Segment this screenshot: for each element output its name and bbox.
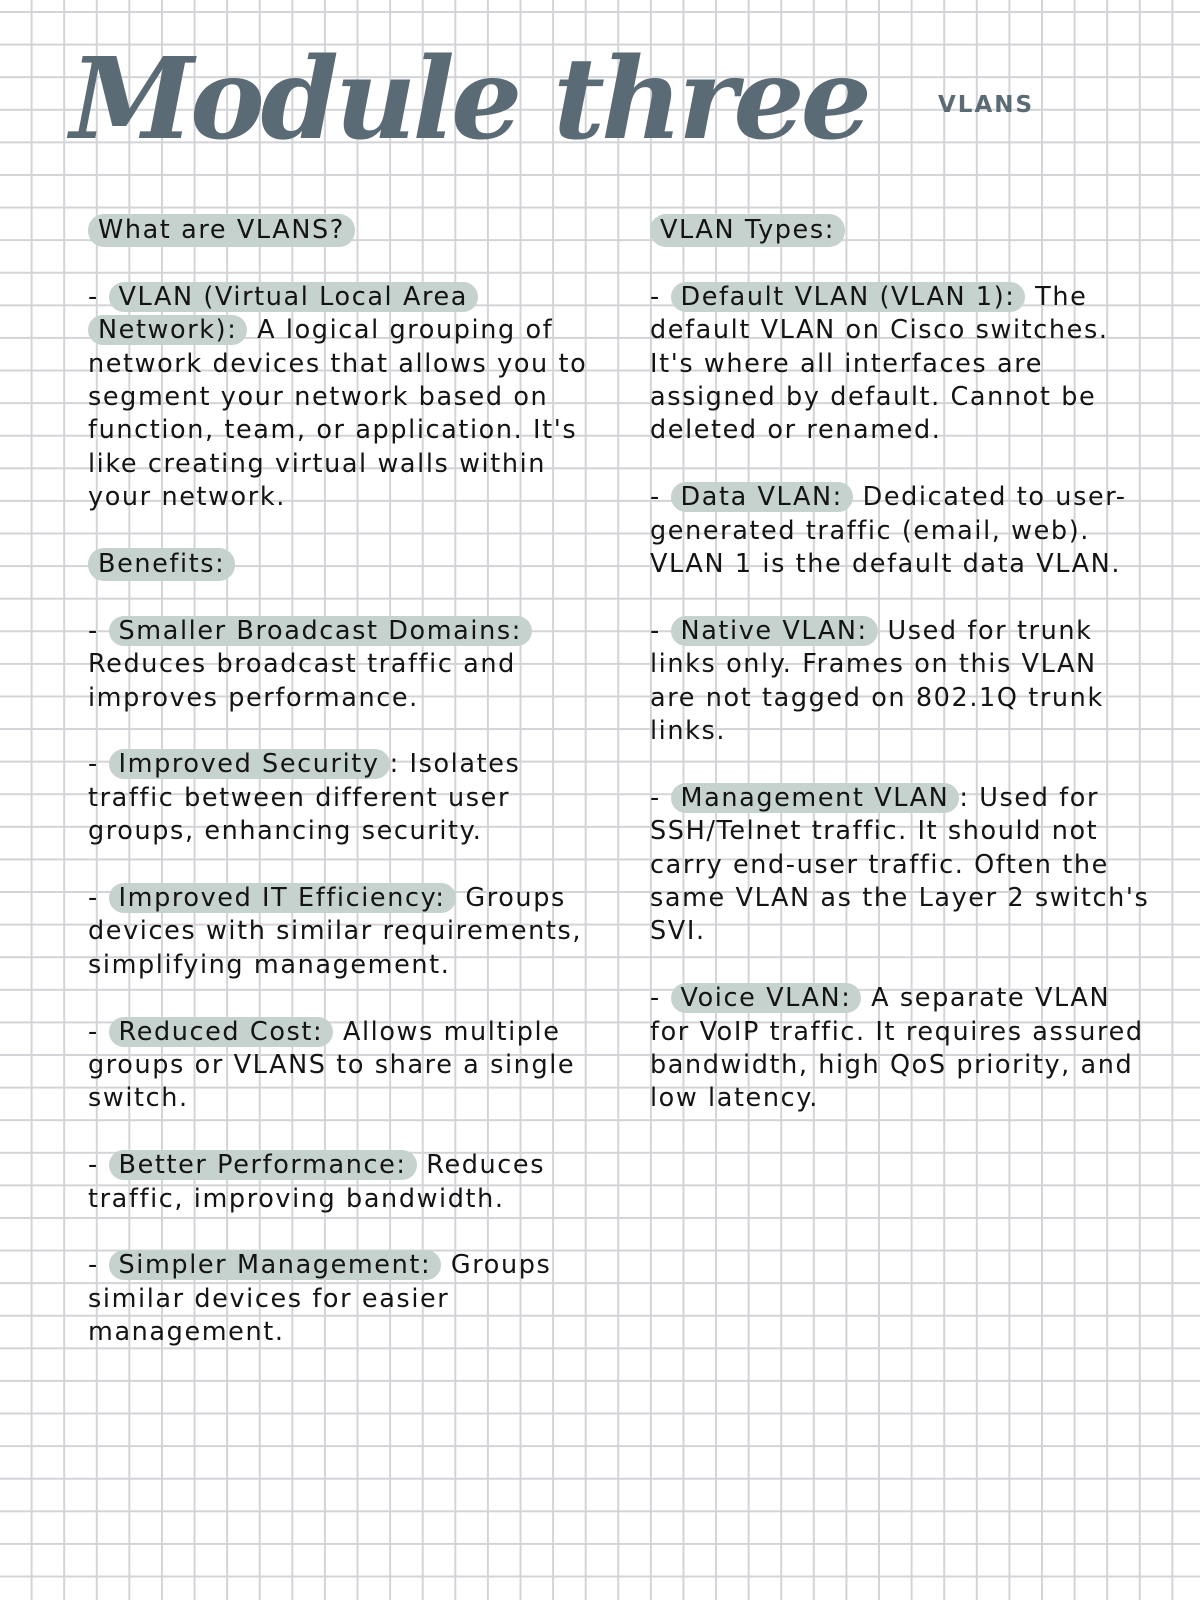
right-column	[650, 214, 1150, 1149]
benefit-item: - Smaller Broadcast Domains: Reduces broadcast traffic and improves performance.	[88, 615, 588, 715]
what-are-vlans-heading: What are VLANS?	[88, 214, 355, 247]
vlan-type-description: A separate VLAN for VoIP traffic. It requires assured bandwidth, high QoS priority, and low latency.	[650, 983, 1144, 1114]
types-heading-block	[650, 214, 1150, 247]
benefit-description: Allows multiple groups or VLANS to share a single switch.	[88, 1016, 576, 1114]
vlan-type-item: - Default VLAN (VLAN 1): The default VLAN on Cisco switches. It's where all interfaces are assigned by default. Cannot be deleted or renamed.	[650, 281, 1109, 446]
left-column	[88, 214, 588, 1383]
vlan-type-item: - Management VLAN : Used for SSH/Telnet traffic. It should not carry end-user traffic. Often the same VLAN as the Layer 2 switch's SVI.	[650, 782, 1150, 947]
vlan-type-description: The default VLAN on Cisco switches. It's where all interfaces are assigned by default. Cannot be deleted or renamed.	[650, 281, 1109, 446]
vlan-type-item: - Data VLAN: Dedicated to user-generated traffic (email, web). VLAN 1 is the default data VLAN.	[650, 482, 1127, 580]
benefit-term: Simpler Management:	[109, 1250, 442, 1280]
vlan-type-description: Dedicated to user-generated traffic (email, web). VLAN 1 is the default data VLAN.	[650, 482, 1127, 580]
benefit-item: - Improved Security : Isolates traffic between different user groups, enhancing security.	[88, 749, 521, 847]
what-heading-block	[88, 214, 588, 247]
benefit-item: - Better Performance: Reduces traffic, improving bandwidth.	[88, 1150, 546, 1214]
vlan-definition: - VLAN (Virtual Local Area Network): A logical grouping of network devices that allows you to segment your network based on function, team, or application. It's like creating virtual walls within your network.	[88, 281, 588, 513]
vlan-type-item: - Voice VLAN: A separate VLAN for VoIP traffic. It requires assured bandwidth, high QoS priority, and low latency.	[650, 983, 1144, 1114]
benefit-description: Reduces broadcast traffic and improves performance.	[88, 649, 516, 713]
vlan-type-item: - Native VLAN: Used for trunk links only. Frames on this VLAN are not tagged on 802.1Q trunk links.	[650, 615, 1104, 747]
vlan-type-description: : Used for SSH/Telnet traffic. It should not carry end-user traffic. Often the same VLAN as the Layer 2 switch's SVI.	[650, 782, 1150, 947]
benefit-term: Improved Security	[109, 749, 390, 779]
benefits-heading: Benefits:	[88, 548, 235, 581]
benefit-term: Improved IT Efficiency:	[109, 883, 456, 913]
vlan-type-term: Management VLAN	[671, 783, 960, 813]
benefit-term: Reduced Cost:	[109, 1017, 334, 1047]
vlan-types-heading: VLAN Types:	[650, 214, 845, 247]
benefit-description: Groups similar devices for easier management.	[88, 1250, 552, 1348]
benefit-item: - Improved IT Efficiency: Groups devices with similar requirements, simplifying management.	[88, 883, 583, 980]
vlan-type-term: Native VLAN:	[671, 616, 878, 646]
benefit-term: Smaller Broadcast Domains:	[109, 616, 532, 646]
benefit-term: Better Performance:	[109, 1150, 417, 1180]
benefit-description: Groups devices with similar requirements, simplifying management.	[88, 883, 583, 980]
vlan-description: A logical grouping of network devices that allows you to segment your network based on function, team, or application. It's like creating virtual walls within your network.	[88, 315, 588, 513]
vlan-term: VLAN (Virtual Local Area Network):	[88, 282, 478, 345]
benefit-item: - Reduced Cost: Allows multiple groups or VLANS to share a single switch.	[88, 1016, 576, 1114]
page-subtitle: VLANS	[938, 92, 1035, 118]
vlan-type-term: Default VLAN (VLAN 1):	[671, 282, 1026, 312]
vlan-type-term: Voice VLAN:	[671, 983, 862, 1013]
benefits-heading-block	[88, 548, 588, 581]
benefit-item: - Simpler Management: Groups similar devices for easier management.	[88, 1250, 552, 1348]
benefit-description: : Isolates traffic between different user groups, enhancing security.	[88, 749, 521, 847]
vlan-type-description: Used for trunk links only. Frames on this VLAN are not tagged on 802.1Q trunk links.	[650, 615, 1104, 747]
vlan-type-term: Data VLAN:	[671, 482, 853, 512]
page-title: Module three	[70, 34, 868, 165]
benefit-description: Reduces traffic, improving bandwidth.	[88, 1150, 546, 1214]
